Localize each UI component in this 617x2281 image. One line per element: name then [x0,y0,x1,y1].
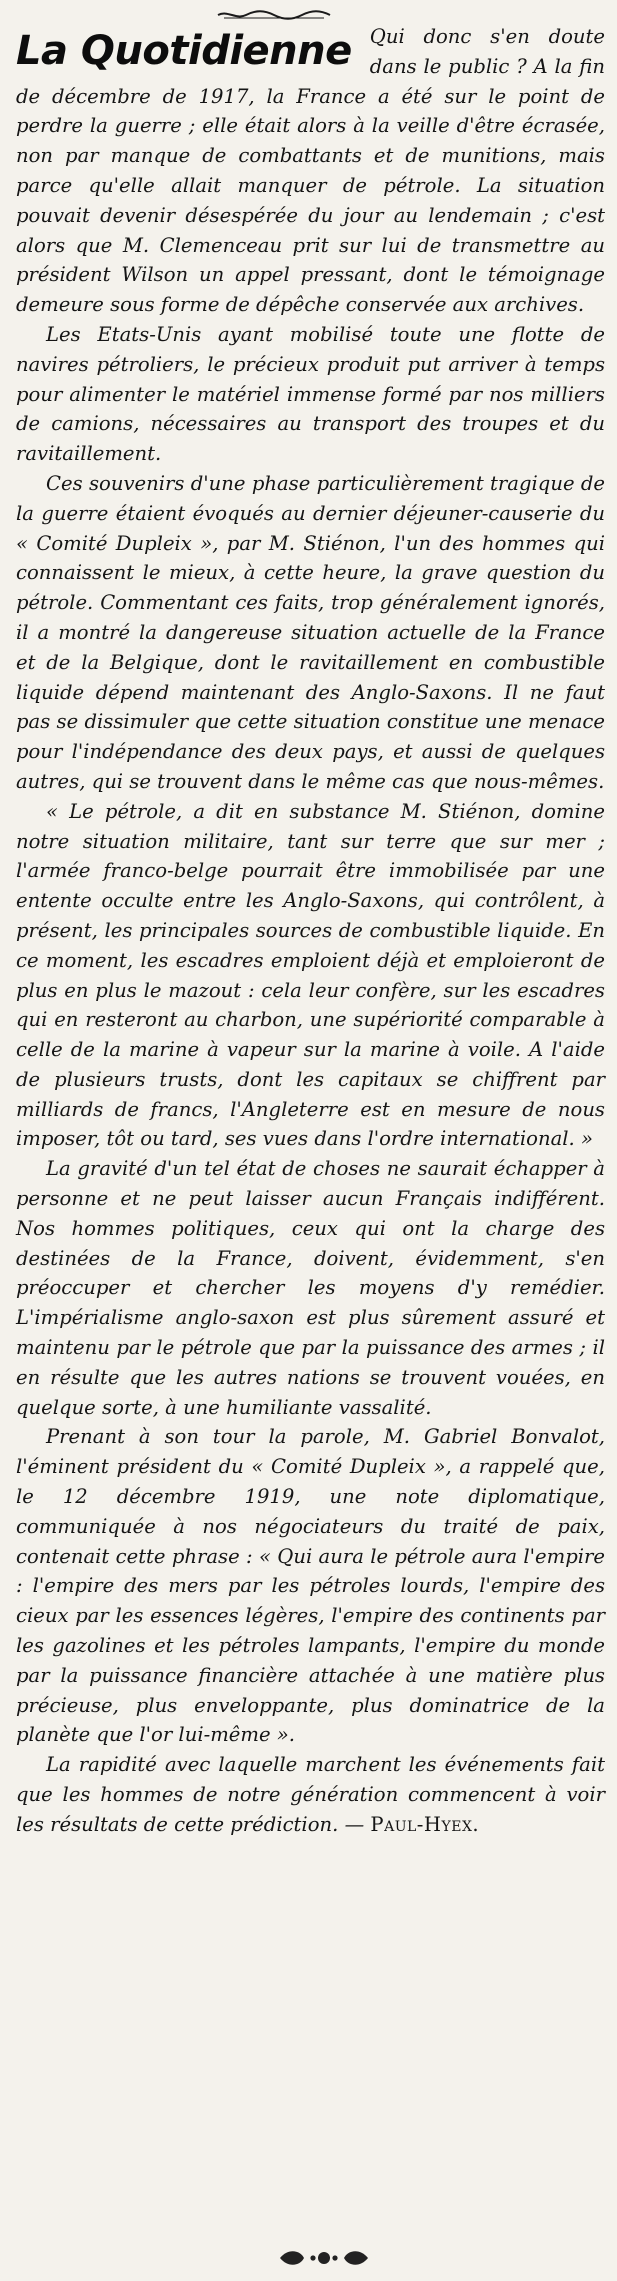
body-paragraph: Prenant à son tour la parole, M. Gabriel Bonvalot, l'éminent président du « Comité Dupleix », a rappelé que, le 12 décembre 1919, une note diplomatique, communiquée à nos négociateurs du traité de paix, contenait cette phrase : « Qui aura le pétrole aura l'empire : l'empire des mers par les pétroles lourds, l'empire des cieux par les essences légères, l'empire des continents par les gazolines et les pétroles lampants, l'empire du monde par la puissance financière attachée à une matière plus précieuse, plus enveloppante, plus dominatrice de la planète que l'or lui-même ». [16,1425,605,1747]
body-paragraph: La gravité d'un tel état de choses ne saurait échapper à personne et ne peut laisser aucun Français indifférent. Nos hommes politiques, ceux qui ont la charge des destinées de la France, doivent, évidemment, s'en préoccuper et chercher les moyens d'y remédier. L'impérialisme anglo-saxon est plus sûrement assuré et maintenu par le pétrole que par la puissance des armes ; il en résulte que les autres nations se trouvent vouées, en quelque sorte, à une humiliante vassalité. [16,1157,605,1419]
body-paragraph: Les Etats-Unis ayant mobilisé toute une flotte de navires pétroliers, le précieux produit put arriver à temps pour alimenter le matériel immense formé par nos milliers de camions, nécessaires au transport des troupes et du ravitaillement. [16,322,605,466]
closing-paragraph [16,1750,605,1839]
lead-text: Qui donc s'en doute dans le public ? A la fin de décembre de 1917, la France a été sur le point de perdre la guerre ; elle était alors à la veille d'être écrasée, non par manque de combattants et de munitions, mais parce qu'elle allait manquer de pétrole. La situation pouvait devenir désespérée du jour au lendemain ; c'est alors que M. Clemenceau prit sur lui de transmettre au président Wilson un appel pressant, dont le témoignage demeure sous forme de dépêche conservée aux archives. [16,25,605,317]
newspaper-column [16,0,605,2281]
author-signature: Paul-Hyex. [370,1812,480,1836]
article-headline: La Quotidienne [16,28,352,74]
closing-text: La rapidité avec laquelle marchent les événements fait que les hommes de notre génération commencent à voir les résultats de cette prédiction. — [16,1753,605,1836]
body-paragraph: Ces souvenirs d'une phase particulièrement tragique de la guerre étaient évoqués au dernier déjeuner-causerie du « Comité Dupleix », par M. Stiénon, l'un des hommes qui connaissent le mieux, à cette heure, la grave question du pétrole. Commentant ces faits, trop généralement ignorés, il a montré la dangereuse situation actuelle de la France et de la Belgique, dont le ravitaillement en combustible liquide dépend maintenant des Anglo-Saxons. Il ne faut pas se dissimuler que cette situation constitue une menace pour l'indépendance des deux pays, et aussi de quelques autres, qui se trouvent dans le même cas que nous-mêmes. [16,471,605,793]
article-body [16,22,605,1840]
lead-paragraph [16,22,605,320]
body-paragraph: « Le pétrole, a dit en substance M. Stiénon, domine notre situation militaire, tant sur terre que sur mer ; l'armée franco-belge pourrait être immobilisée par une entente occulte entre les Anglo-Saxons, qui contrôlent, à présent, les principales sources de combustible liquide. En ce moment, les escadres emploient déjà et emploieront de plus en plus le mazout : cela leur confère, sur les escadres qui en resteront au charbon, une supériorité comparable à celle de la marine à vapeur sur la marine à voile. A l'aide de plusieurs trusts, dont les capitaux se chiffrent par milliards de francs, l'Angleterre est en mesure de nous imposer, tôt ou tard, ses vues dans l'ordre international. » [16,799,605,1151]
bottom-fleuron-ornament [274,2246,374,2270]
top-ornament-rule [216,8,332,22]
